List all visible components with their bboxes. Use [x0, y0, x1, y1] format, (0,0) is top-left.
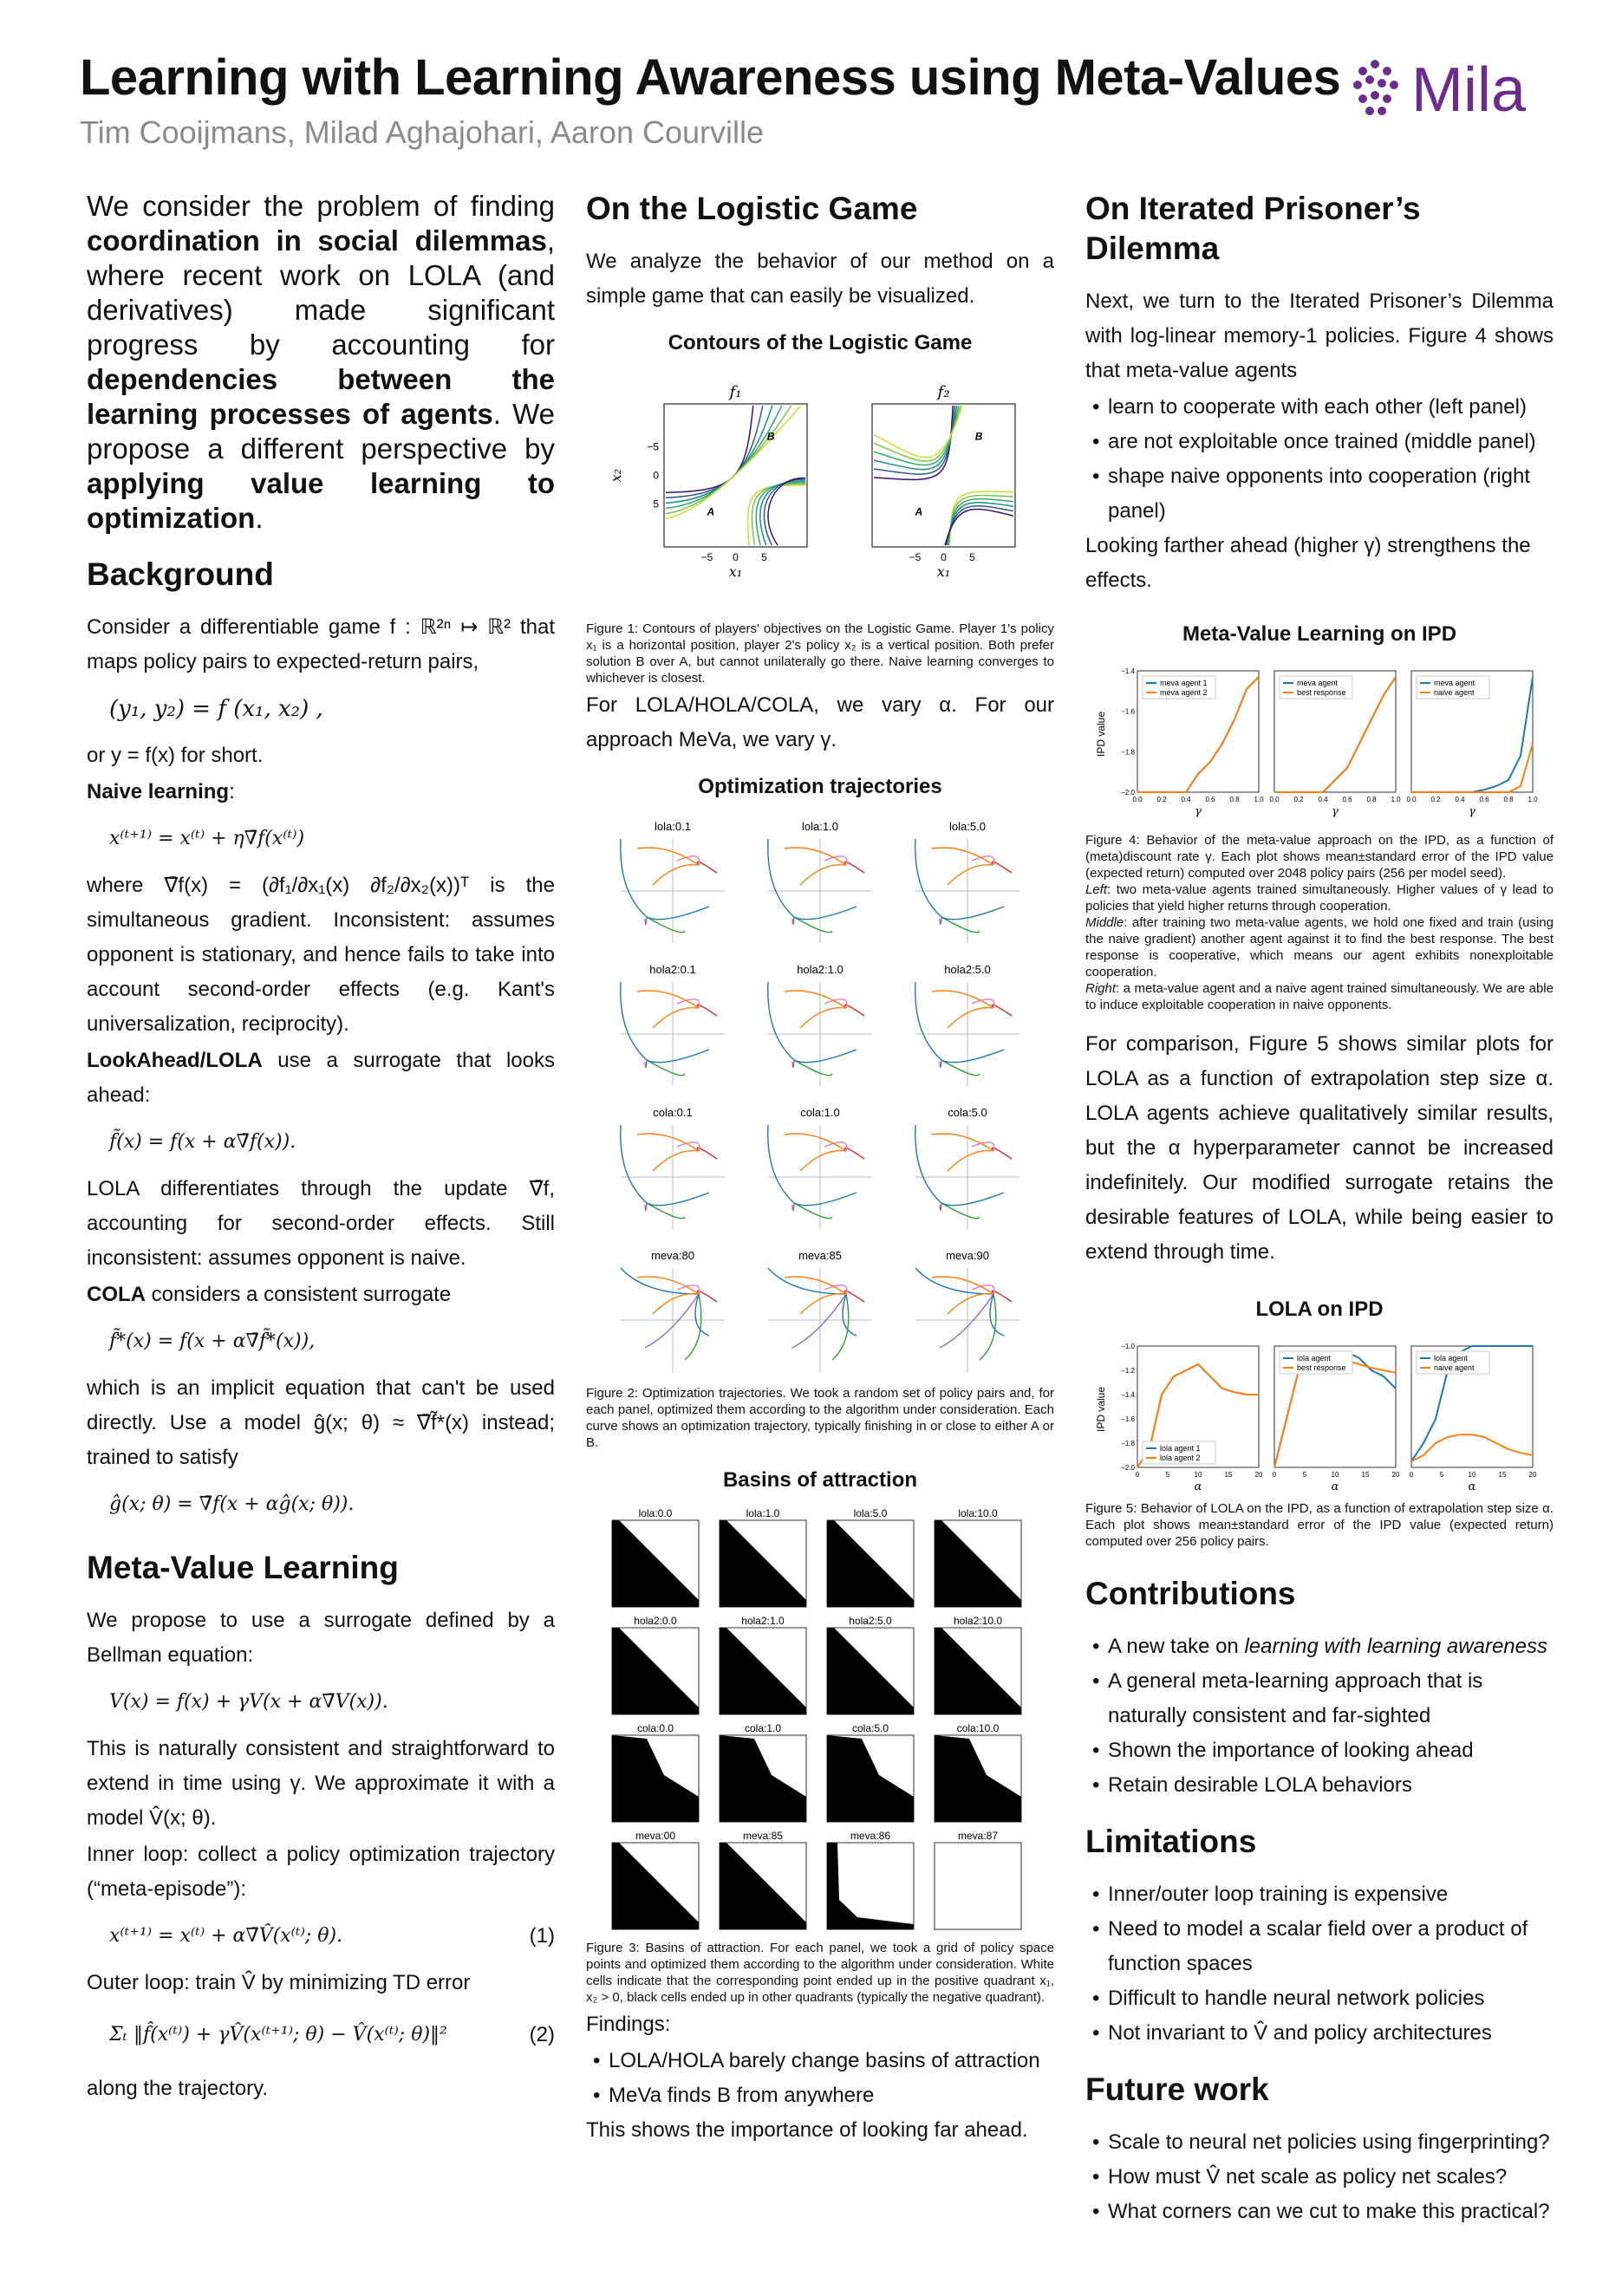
fig5-xtick: 5: [1165, 1471, 1170, 1479]
fig1-contours: [595, 369, 1046, 621]
fig4-caption: Figure 4: Behavior of the meta-value approach on the IPD, as a function of (meta)discount rate γ. Each plot shows mean±standard error of the IPD value (expected return) computed over 2048 policy pairs (256 per model seed). Left: two meta-value agents trained simultaneously. Higher values of γ lead to policies that yield higher returns through cooperation. Middle: after training two meta-value agents, we hold one fixed and train (using the naive gradient) another agent against it to find the best response. The best response is cooperative, which means our agent exhibits nonexploitable cooperation. Right: a meta-value agent and a naive agent trained simultaneously. We are able to induce exploitable cooperation in naive opponents.: [1085, 833, 1554, 1012]
fig2-trajectory: [645, 917, 647, 925]
ipd-bullet: • learn to cooperate with each other (left panel): [1085, 390, 1554, 425]
limit-item: • Inner/outer loop training is expensive: [1085, 1877, 1554, 1912]
fig4-xtick: 0.2: [1293, 796, 1304, 803]
fig3-panel: [612, 1735, 699, 1822]
fig3-panel: [720, 1843, 806, 1929]
fig3-panel-label: hola2:0.0: [634, 1615, 677, 1627]
fig4-ytick: −1.4: [1121, 667, 1135, 675]
fig5-lola-ipd: [1094, 1336, 1545, 1500]
fig5-ytick: −1.2: [1121, 1367, 1135, 1375]
fig4-xtick: 0.4: [1181, 796, 1191, 803]
fig2-panel-label: lola:1.0: [802, 820, 838, 833]
fig2-trajectory: [940, 1060, 941, 1068]
fig1-xlabel: x₁: [936, 563, 951, 580]
fig2-title: Optimization trajectories: [698, 775, 942, 798]
fig2-trajectory: [768, 982, 794, 1060]
contrib-item: • Retain desirable LOLA behaviors: [1085, 1768, 1554, 1803]
fig1-contour: [946, 506, 1013, 545]
fig1-ytick: −5: [647, 440, 659, 453]
fig5-xtick: 0: [1272, 1471, 1277, 1479]
fig2-trajectory: [792, 1060, 794, 1068]
fig4-xtick: 0.6: [1342, 796, 1352, 803]
fig2-panel-label: cola:1.0: [800, 1106, 840, 1119]
fig2-panel-label: lola:5.0: [949, 820, 986, 833]
fig2-trajectory: [621, 1268, 699, 1294]
eq-cola: f̃*(x) = f(x + α∇̄f̃*(x)),: [109, 1330, 316, 1352]
fig5-xtick: 0: [1135, 1471, 1140, 1479]
fig3-panel-label: meva:00: [635, 1830, 676, 1842]
fig5-xtick: 15: [1224, 1471, 1233, 1479]
fig5-title: LOLA on IPD: [1255, 1298, 1384, 1321]
mvl-heading: Meta-Value Learning: [87, 1550, 399, 1585]
fig2-trajectory: [990, 1294, 1004, 1336]
fig2-panel: [768, 982, 872, 1086]
fig2-trajectory: [844, 1148, 864, 1159]
fig2-panel-label: hola2:5.0: [944, 963, 991, 976]
fig2-trajectory: [647, 907, 709, 920]
contrib-item: • Shown the importance of looking ahead: [1085, 1733, 1554, 1768]
fig3-panel-label: meva:85: [742, 1830, 784, 1842]
fig5-ytick: −1.8: [1121, 1440, 1135, 1447]
fig3-panel-label: hola2:10.0: [953, 1615, 1003, 1627]
fig5-xtick: 5: [1302, 1471, 1307, 1479]
fig1-xtick: −5: [909, 551, 922, 563]
fig1-xtick: 5: [969, 551, 975, 563]
fig3-panel-label: lola:10.0: [958, 1507, 998, 1519]
fig2-panel: [621, 1268, 725, 1372]
fig5-ylabel: IPD value: [1095, 1386, 1107, 1433]
mvl-p3: Inner loop: collect a policy optimization trajectory (“meta-episode”):: [87, 1843, 555, 1901]
fig4-xtick: 0.0: [1406, 796, 1417, 803]
fig2-trajectory: [697, 1005, 717, 1016]
fig2-trajectory: [800, 1008, 846, 1028]
logo-text: Mila: [1411, 55, 1527, 125]
fig2-panel: [621, 1125, 725, 1229]
finding-item: • LOLA/HOLA barely change basins of attraction: [586, 2044, 1054, 2078]
fig2-trajectory: [768, 839, 794, 917]
fig2-trajectory: [948, 1008, 993, 1028]
future-item: • How must V̂ net scale as policy net scales?: [1085, 2160, 1554, 2195]
contrib-item: • A general meta-learning approach that is naturally consistent and far-sighted: [1085, 1664, 1554, 1733]
fig3-panel: [827, 1520, 914, 1607]
fig4-xtick: 1.0: [1528, 796, 1538, 803]
fig2-trajectory: [768, 1125, 794, 1203]
fig5-xlabel: α: [1468, 1480, 1476, 1493]
background-heading: Background: [87, 556, 274, 592]
fig5-xtick: 20: [1254, 1471, 1263, 1479]
fig4-legend-label: best response: [1297, 688, 1346, 697]
fig2-panel: [915, 982, 1019, 1086]
fig1-axes-frame: [872, 404, 1015, 547]
future-list: [1085, 2125, 1554, 2229]
ipd-bullet: • shape naive opponents into cooperation (right panel): [1085, 459, 1554, 529]
fig3-panel-label: lola:5.0: [853, 1507, 888, 1519]
fig4-panel: [1406, 671, 1538, 818]
ipd-p3: For comparison, Figure 5 shows similar plots for LOLA as a function of extrapolation step size α. LOLA agents achieve qualitatively similar results, but the α hyperparameter cannot be increased indefinitely. Our modified surrogate retains the desirable features of LOLA, while being easier to extend through time.: [1085, 1032, 1554, 1264]
intro: We consider the problem of finding coordination in social dilemmas, where recent work on LOLA (and derivatives) made significant progress by accounting for dependencies between the learning processes of agents. We propose a different perspective by applying value learning to optimization.: [87, 190, 555, 534]
fig1-contour: [666, 406, 763, 498]
fig5-legend-label: lola agent: [1297, 1354, 1332, 1363]
limit-item: • Need to model a scalar field over a product of function spaces: [1085, 1912, 1554, 1981]
mvl-p1: We propose to use a surrogate defined by a Bellman equation:: [87, 1609, 555, 1667]
fig5-xlabel: α: [1331, 1480, 1339, 1493]
fig3-panel: [827, 1628, 914, 1714]
finding-item: • MeVa finds B from anywhere: [586, 2078, 1054, 2113]
eq-2-number: (2): [529, 2023, 555, 2046]
fig2-panel: [621, 982, 725, 1086]
future-heading: Future work: [1085, 2072, 1269, 2107]
mila-logo: [1351, 54, 1559, 125]
fig2-trajectory: [794, 1050, 857, 1063]
fig2-trajectory: [621, 982, 647, 1060]
fig1-xtick: 0: [733, 551, 739, 563]
fig2-trajectory: [792, 1294, 846, 1348]
fig3-title: Basins of attraction: [722, 1468, 918, 1492]
background-p1: Consider a differentiable game f : ℝ²ⁿ ↦ ℝ² that maps policy pairs to expected-return pairs,: [87, 615, 555, 673]
fig1-point-b: B: [974, 430, 983, 443]
fig4-ytick: −1.8: [1121, 748, 1135, 757]
fig2-trajectory: [800, 1151, 846, 1171]
fig4-xtick: 0.8: [1229, 796, 1240, 803]
ipd-p1: Next, we turn to the Iterated Prisoner’s Dilemma with log-linear memory-1 policies. Figure 4 shows that meta-value agents: [1085, 289, 1554, 382]
cola-text: COLA considers a consistent surrogate: [87, 1283, 452, 1306]
future-item: • Scale to neural net policies using fingerprinting?: [1085, 2125, 1554, 2160]
contrib-heading: Contributions: [1085, 1576, 1296, 1611]
fig2-trajectory: [915, 982, 941, 1060]
fig2-trajectory: [940, 1203, 941, 1211]
fig4-xtick: 0.4: [1455, 796, 1465, 803]
fig1-ylabel: x₂: [608, 468, 624, 483]
fig2-trajectory: [621, 1125, 647, 1203]
fig2-panel-label: hola2:0.1: [649, 963, 696, 976]
fig1-ytick: 5: [653, 498, 659, 511]
fig3-panel: [720, 1520, 806, 1607]
poster-title: Learning with Learning Awareness using Meta-Values: [80, 49, 1341, 106]
fig4-xlabel: γ: [1195, 805, 1202, 818]
eq-lookahead: f̃(x) = f(x + α∇̄f(x)).: [109, 1131, 296, 1153]
fig3-panel-label: cola:10.0: [956, 1722, 1000, 1734]
fig5-xtick: 15: [1361, 1471, 1370, 1479]
fig1-ytick: 0: [653, 469, 659, 482]
fig5-xtick: 10: [1194, 1471, 1202, 1479]
fig4-xtick: 0.0: [1132, 796, 1143, 803]
fig4-panel: [1121, 667, 1264, 818]
fig3-panel: [720, 1735, 806, 1822]
column-1: [87, 189, 555, 2108]
fig2-trajectory: [653, 1008, 699, 1028]
fig1-xlabel: x₁: [728, 563, 743, 580]
fig3-panel-label: lola:0.0: [638, 1507, 673, 1519]
fig2-trajectory: [941, 1193, 1004, 1206]
fig5-xtick: 20: [1528, 1471, 1537, 1479]
fig3-panel-label: cola:5.0: [851, 1722, 889, 1734]
fig4-xtick: 0.8: [1503, 796, 1514, 803]
fig4-legend-label: meva agent 1: [1160, 679, 1208, 687]
background-p4: LOLA differentiates through the update ∇̄f, accounting for second-order effects. Still inconsistent: assumes opponent is naive.: [87, 1177, 555, 1270]
fig5-series-line: [1411, 1434, 1533, 1461]
fig2-trajectory: [653, 865, 699, 885]
fig3-panel-label: hola2:5.0: [849, 1615, 892, 1627]
logistic-p1: We analyze the behavior of our method on a simple game that can easily be visualized.: [586, 250, 1054, 308]
fig2-trajectory: [940, 917, 941, 925]
fig3-panel: [935, 1628, 1021, 1714]
limit-item: • Difficult to handle neural network policies: [1085, 1981, 1554, 2016]
fig2-trajectory: [843, 1294, 857, 1336]
fig1-title: Contours of the Logistic Game: [668, 331, 973, 354]
mvl-p5: along the trajectory.: [87, 2077, 269, 2100]
fig4-xtick: 0.2: [1430, 796, 1441, 803]
ipd-p2: Looking farther ahead (higher γ) strengthens the effects.: [1085, 534, 1531, 592]
fig2-trajectory: [794, 1193, 857, 1206]
fig2-trajectory: [948, 1151, 993, 1171]
fig4-ytick: −1.6: [1121, 707, 1135, 716]
column-3: [1085, 189, 1554, 2229]
fig2-trajectory: [941, 1050, 1004, 1063]
fig1-xtick: −5: [700, 551, 713, 563]
lookahead-text: LookAhead/LOLA use a surrogate that looks ahead:: [87, 1049, 555, 1107]
findings-list: [586, 2044, 1054, 2113]
mvl-p2: This is naturally consistent and straightforward to extend in time using γ. We approximate it with a model V̂(x; θ).: [87, 1737, 555, 1830]
authors: Tim Cooijmans, Milad Aghajohari, Aaron Courville: [80, 114, 765, 150]
fig2-panel: [768, 1125, 872, 1229]
fig3-basins: [603, 1506, 1037, 1940]
fig2-panel: [915, 1125, 1019, 1229]
fig3-panel: [612, 1628, 699, 1714]
fig2-trajectory: [653, 1151, 699, 1171]
column-2: [586, 189, 1054, 2150]
naive-label: Naive learning:: [87, 780, 235, 803]
fig4-ylabel: IPD value: [1095, 711, 1107, 758]
fig1-point-a: A: [915, 505, 923, 518]
fig5-panel: [1121, 1343, 1263, 1493]
fig3-frame: [935, 1843, 1021, 1929]
fig4-legend-label: meva agent 2: [1160, 688, 1208, 697]
fig4-xtick: 1.0: [1391, 796, 1401, 803]
fig3-panel: [720, 1628, 806, 1714]
fig2-trajectory: [992, 1005, 1012, 1016]
fig3-panel: [935, 1843, 1021, 1929]
findings-closing: This shows the importance of looking far ahead.: [586, 2118, 1028, 2142]
limit-item: • Not invariant to V̂ and policy architectures: [1085, 2016, 1554, 2051]
fig3-panel-label: lola:1.0: [746, 1507, 780, 1519]
contrib-item: • A new take on learning with learning awareness: [1085, 1629, 1554, 1664]
fig1-contour: [764, 479, 805, 545]
fig2-panel-label: meva:90: [946, 1249, 989, 1262]
fig2-panel-label: cola:0.1: [653, 1106, 693, 1119]
fig5-xtick: 20: [1391, 1471, 1400, 1479]
fig3-panel-label: cola:0.0: [636, 1722, 674, 1734]
fig4-legend-label: meva agent: [1434, 679, 1475, 687]
fig3-panel: [935, 1735, 1021, 1822]
fig2-panel-label: lola:0.1: [655, 820, 691, 833]
fig5-xtick: 10: [1331, 1471, 1339, 1479]
fig1-panel-title: f₁: [729, 383, 742, 401]
fig5-caption: Figure 5: Behavior of LOLA on the IPD, as a function of extrapolation step size α. Each plot shows mean±standard error of the IPD value (expected return) computed over 256 policy pairs.: [1085, 1501, 1554, 1549]
fig5-panel: [1273, 1346, 1400, 1493]
limits-list: [1085, 1877, 1554, 2051]
fig2-panel-label: meva:80: [651, 1249, 694, 1262]
future-item: • What corners can we cut to make this practical?: [1085, 2195, 1554, 2229]
fig3-caption: Figure 3: Basins of attraction. For each panel, we took a grid of policy space points and optimized them according to the algorithm under consideration. White cells indicate that the corresponding point ended up in the positive quadrant x₁, x₂ > 0, black cells ended up in other quadrants (typically the negative quadrant).: [586, 1941, 1054, 2005]
fig2-trajectory: [800, 865, 846, 885]
eq-1-number: (1): [529, 1924, 555, 1948]
fig5-xtick: 5: [1439, 1471, 1444, 1479]
fig2-trajectory: [992, 1148, 1012, 1159]
fig5-xtick: 10: [1468, 1471, 1476, 1479]
fig2-trajectory: [697, 1148, 717, 1159]
fig2-panel-label: hola2:1.0: [797, 963, 844, 976]
fig2-panel-label: meva:85: [798, 1249, 842, 1262]
fig1-point-b: B: [766, 430, 775, 443]
fig4-xtick: 1.0: [1254, 796, 1264, 803]
fig5-legend-label: lola agent 2: [1160, 1454, 1201, 1462]
fig2-trajectory: [940, 1294, 993, 1348]
limits-heading: Limitations: [1085, 1824, 1257, 1859]
fig2-trajectory: [792, 917, 794, 925]
fig4-xlabel: γ: [1469, 805, 1475, 818]
fig5-ytick: −1.4: [1121, 1391, 1135, 1399]
fig5-panel: [1410, 1346, 1537, 1493]
eq-v: V(x) = f(x) + γV(x + α∇̄V(x)).: [109, 1691, 388, 1713]
ipd-bullet: • are not exploitable once trained (middle panel): [1085, 425, 1554, 459]
fig2-trajectory: [992, 862, 1012, 873]
fig2-trajectory: [844, 862, 864, 873]
fig5-xtick: 0: [1409, 1471, 1414, 1479]
fig4-xtick: 0.0: [1269, 796, 1280, 803]
background-p3: where ∇̄f(x) = (∂f₁/∂x₁(x) ∂f₂/∂x₂(x))ᵀ is the simultaneous gradient. Inconsistent: assumes opponent is stationary, and hence fails to take into account second-order effects (e.g. Kant's universalization, reciprocity).: [87, 874, 555, 1036]
fig4-meva-ipd: [1094, 660, 1545, 825]
fig4-legend-label: naive agent: [1434, 688, 1475, 697]
fig4-xtick: 0.6: [1479, 796, 1489, 803]
fig4-title: Meta-Value Learning on IPD: [1182, 622, 1457, 646]
logistic-p2: For LOLA/HOLA/COLA, we vary α. For our approach MeVa, we vary γ.: [586, 693, 1054, 751]
fig2-panel: [621, 839, 725, 943]
fig5-legend-label: best response: [1297, 1363, 1346, 1372]
fig1-xtick: 0: [941, 551, 947, 563]
fig2-trajectory: [941, 907, 1004, 920]
fig4-xtick: 0.4: [1318, 796, 1328, 803]
fig1-xtick: 5: [761, 551, 767, 563]
fig2-trajectory: [647, 1050, 709, 1063]
fig4-panel: [1269, 671, 1401, 818]
fig5-legend-label: naive agent: [1434, 1363, 1475, 1372]
fig1-panel-title: f₂: [937, 383, 950, 401]
fig5-ytick: −1.6: [1121, 1415, 1135, 1423]
background-p5: which is an implicit equation that can't be used directly. Use a model ĝ(x; θ) ≈ ∇̄f̃*(x) instead; trained to satisfy: [87, 1376, 555, 1469]
fig2-trajectory: [915, 839, 941, 917]
fig2-panel: [915, 839, 1019, 943]
ipd-heading: On Iterated Prisoner’s Dilemma: [1085, 191, 1421, 266]
fig5-ytick: −1.0: [1121, 1343, 1135, 1350]
fig2-trajectory: [768, 1268, 846, 1294]
fig2-trajectory: [621, 839, 647, 917]
fig1-panel: [647, 383, 807, 580]
fig1-contour: [666, 406, 801, 519]
eq-naive: x⁽ᵗ⁺¹⁾ = x⁽ᵗ⁾ + η∇̄f(x⁽ᵗ⁾): [109, 828, 305, 849]
fig2-panel: [915, 1268, 1019, 1372]
fig1-contour: [666, 406, 753, 492]
fig3-panel: [612, 1843, 699, 1929]
fig2-trajectory: [647, 1193, 709, 1206]
fig2-trajectory: [645, 1203, 647, 1211]
fig5-xlabel: α: [1194, 1480, 1202, 1493]
fig5-ytick: −2.0: [1121, 1464, 1135, 1472]
fig3-panel: [827, 1843, 914, 1929]
fig2-trajectory: [645, 1294, 699, 1348]
fig4-xtick: 0.2: [1156, 796, 1167, 803]
fig3-panel: [827, 1735, 914, 1822]
fig2-trajectory: [844, 1005, 864, 1016]
fig5-series-line: [1274, 1358, 1396, 1467]
fig2-panel: [768, 1268, 872, 1372]
fig2-trajectory: [915, 1268, 993, 1294]
fig3-panel: [935, 1520, 1021, 1607]
eq-pairs: (y₁, y₂) = f (x₁, x₂) ,: [109, 696, 323, 722]
fig3-panel-label: hola2:1.0: [741, 1615, 785, 1627]
eq-1: x⁽ᵗ⁺¹⁾ = x⁽ᵗ⁾ + α∇̄V̂(x⁽ᵗ⁾; θ). (1): [109, 1919, 555, 1954]
fig5-xtick: 15: [1498, 1471, 1507, 1479]
fig1-point-a: A: [707, 505, 715, 518]
contrib-list: [1085, 1629, 1554, 1803]
fig3-panel-label: meva:86: [850, 1830, 891, 1842]
fig5-legend-label: lola agent: [1434, 1354, 1469, 1363]
eq-g: ĝ(x; θ) = ∇̄f(x + αĝ(x; θ)).: [109, 1493, 355, 1515]
ipd-bullets: [1085, 390, 1554, 529]
fig2-trajectory: [695, 1294, 709, 1336]
fig2-trajectory: [792, 1203, 794, 1211]
fig4-legend-label: meva agent: [1297, 679, 1339, 687]
fig4-ytick: −2.0: [1121, 789, 1135, 797]
mvl-p4: Outer loop: train V̂ by minimizing TD error: [87, 1971, 471, 1994]
fig5-legend-label: lola agent 1: [1160, 1444, 1201, 1453]
fig2-panel-label: cola:5.0: [948, 1106, 987, 1119]
fig3-panel-label: meva:87: [957, 1830, 999, 1842]
fig2-trajectory: [697, 862, 717, 873]
fig1-caption: Figure 1: Contours of players' objectives on the Logistic Game. Player 1's policy x₁ is a horizontal position, player 2's policy x₂ is a vertical position. Both prefer solution B over A, but cannot unilaterally go there. Naive learning converges to whichever is closest.: [586, 621, 1054, 686]
fig4-xlabel: γ: [1332, 805, 1339, 818]
fig3-panel-label: cola:1.0: [744, 1722, 782, 1734]
fig2-trajectory: [915, 1125, 941, 1203]
eq-2: Σₜ ‖f̂(x⁽ᵗ⁾) + γV̂(x⁽ᵗ⁺¹⁾; θ) − V̂(x⁽ᵗ⁾; θ)‖² (2): [109, 2018, 555, 2052]
fig2-trajectory: [948, 865, 993, 885]
logo-dots-icon: [1353, 60, 1398, 115]
fig4-xtick: 0.6: [1205, 796, 1215, 803]
logistic-heading: On the Logistic Game: [586, 191, 918, 226]
fig1-panel: [872, 383, 1015, 580]
fig2-caption: Figure 2: Optimization trajectories. We took a random set of policy pairs and, for each panel, optimized them according to the algorithm under consideration. Each curve shows an optimization trajectory, typically finishing in or close to either A or B.: [586, 1386, 1054, 1450]
fig2-trajectory: [794, 907, 857, 920]
fig2-panel: [768, 839, 872, 943]
fig3-panel: [612, 1520, 699, 1607]
fig2-trajectory: [645, 1060, 647, 1068]
background-p2: or y = f(x) for short.: [87, 744, 264, 767]
fig4-xtick: 0.8: [1366, 796, 1377, 803]
findings-label: Findings:: [586, 2013, 671, 2036]
fig2-trajectories: [595, 813, 1046, 1385]
